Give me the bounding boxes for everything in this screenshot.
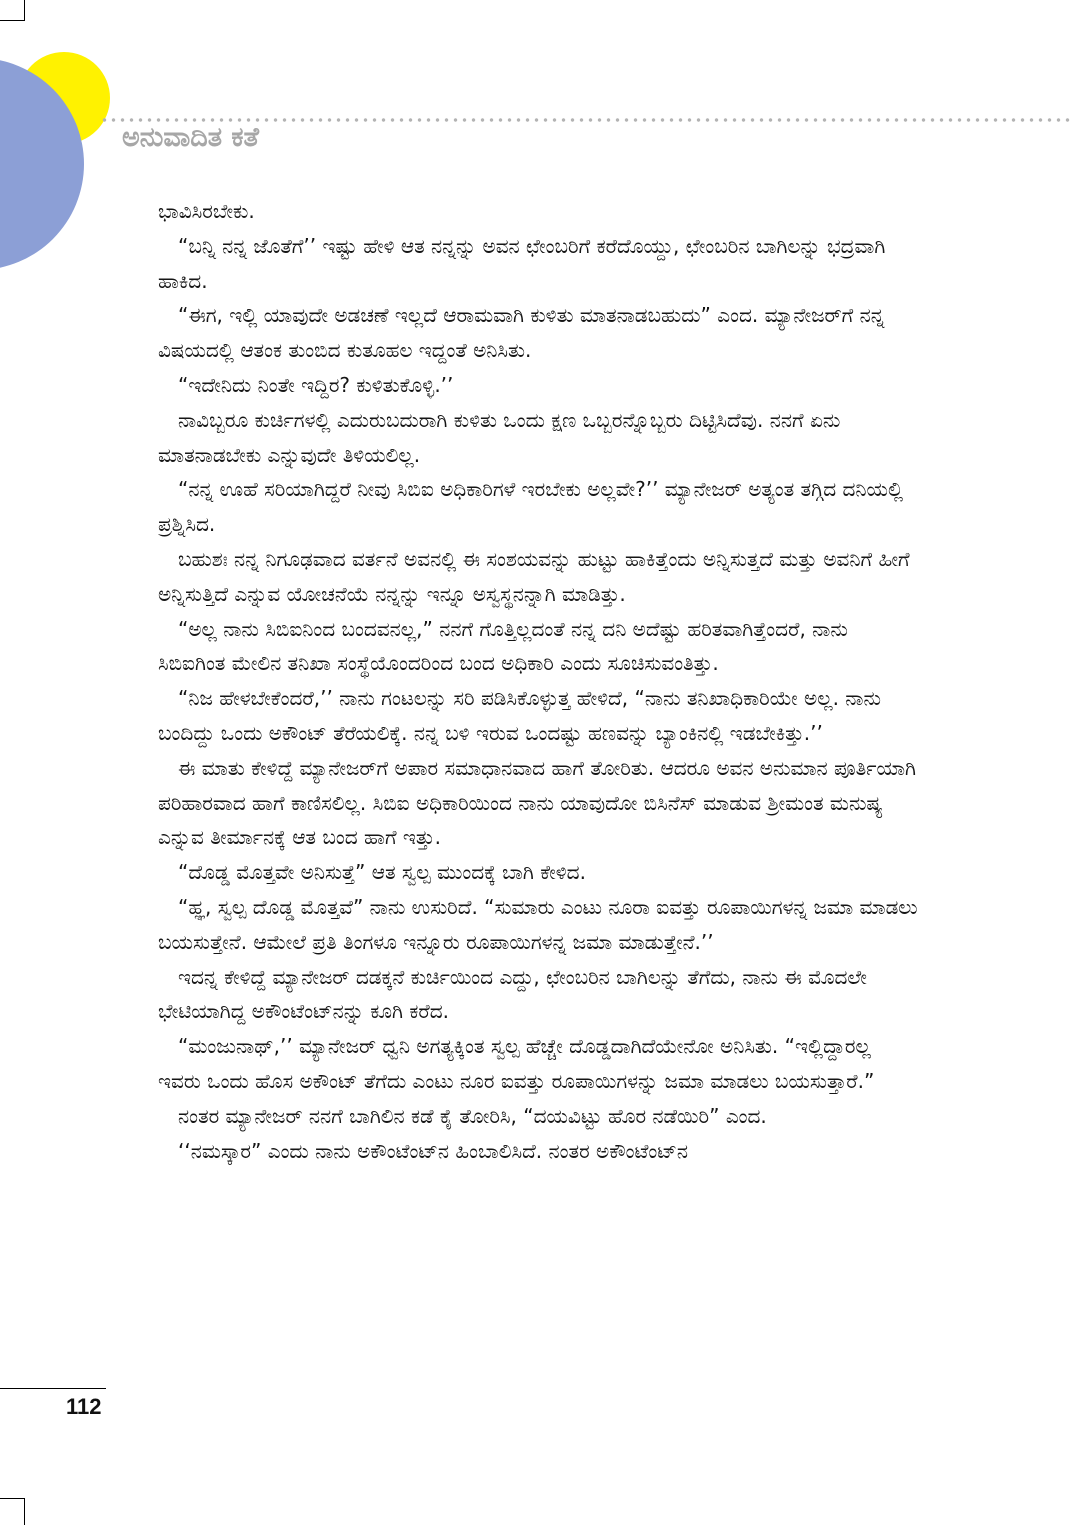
paragraph: “ಬನ್ನಿ ನನ್ನ ಜೊತೆಗೆ’’ ಇಷ್ಟು ಹೇಳಿ ಆತ ನನ್ನನ್ನು ಅವನ ಛೇಂಬರಿಗೆ ಕರೆದೊಯ್ದು, ಛೇಂಬರಿನ ಬಾಗಿಲನ್ನು ಭದ್ರವಾಗಿ ಹಾಕಿದ. xyxy=(158,233,886,293)
section-title: ಅನುವಾದಿತ ಕತೆ xyxy=(122,122,259,153)
paragraph: “ಮಂಜುನಾಥ್,’’ ಮ್ಯಾನೇಜರ್ ಧ್ವನಿ ಅಗತ್ಯಕ್ಕಿಂತ ಸ್ವಲ್ಪ ಹೆಚ್ಚೇ ದೊಡ್ಡದಾಗಿದೆಯೇನೋ ಅನಿಸಿತು. “ಇಲ್ಲಿದ್ದಾರಲ್ಲ ಇವರು ಒಂದು ಹೊಸ ಅಕೌಂಟ್ ತೆಗೆದು ಎಂಟು ನೂರ ಐವತ್ತು ರೂಪಾಯಿಗಳನ್ನು ಜಮಾ ಮಾಡಲು ಬಯಸುತ್ತಾರೆ.” xyxy=(158,1034,875,1093)
paragraph: ‘‘ನಮಸ್ಕಾರ” ಎಂದು ನಾನು ಅಕೌಂಟೆಂಟ್‌ನ ಹಿಂಬಾಲಿಸಿದೆ. ನಂತರ ಅಕೌಂಟೆಂಟ್‌ನ xyxy=(178,1138,688,1163)
paragraph: “ನಿಜ ಹೇಳಬೇಕೆಂದರೆ,’’ ನಾನು ಗಂಟಲನ್ನು ಸರಿ ಪಡಿಸಿಕೊಳ್ಳುತ್ತ ಹೇಳಿದೆ, “ನಾನು ತನಿಖಾಧಿಕಾರಿಯೇ ಅಲ್ಲ. ನಾನು ಬಂದಿದ್ದು ಒಂದು ಅಕೌಂಟ್ ತೆರೆಯಲಿಕ್ಕೆ. ನನ್ನ ಬಳಿ ಇರುವ ಒಂದಷ್ಟು ಹಣವನ್ನು ಬ್ಯಾಂಕಿನಲ್ಲಿ ಇಡಬೇಕಿತ್ತು.’’ xyxy=(158,686,881,745)
paragraph: ಈ ಮಾತು ಕೇಳಿದ್ದೆ ಮ್ಯಾನೇಜರ್‌ಗೆ ಅಪಾರ ಸಮಾಧಾನವಾದ ಹಾಗೆ ತೋರಿತು. ಆದರೂ ಅವನ ಅನುಮಾನ ಪೂರ್ತಿಯಾಗಿ ಪರಿಹಾರವಾದ ಹಾಗೆ ಕಾಣಿಸಲಿಲ್ಲ. ಸಿಬಿಐ ಅಧಿಕಾರಿಯಿಂದ ನಾನು ಯಾವುದೋ ಬಿಸಿನೆಸ್ ಮಾಡುವ ಶ್ರೀಮಂತ ಮನುಷ್ಯ ಎನ್ನುವ ತೀರ್ಮಾನಕ್ಕೆ ಆತ ಬಂದ ಹಾಗೆ ಇತ್ತು. xyxy=(158,755,916,850)
paragraph: “ದೊಡ್ಡ ಮೊತ್ತವೇ ಅನಿಸುತ್ತೆ” ಆತ ಸ್ವಲ್ಪ ಮುಂದಕ್ಕೆ ಬಾಗಿ ಕೇಳಿದ. xyxy=(178,860,586,885)
paragraph: “ಅಲ್ಲ ನಾನು ಸಿಬಿಐನಿಂದ ಬಂದವನಲ್ಲ,” ನನಗೆ ಗೊತ್ತಿಲ್ಲದಂತೆ ನನ್ನ ದನಿ ಅದೆಷ್ಟು ಹರಿತವಾಗಿತ್ತೆಂದರೆ, ನಾನು ಸಿಬಿಐಗಿಂತ ಮೇಲಿನ ತನಿಖಾ ಸಂಸ್ಥೆಯೊಂದರಿಂದ ಬಂದ ಅಧಿಕಾರಿ ಎಂದು ಸೂಚಿಸುವಂತಿತ್ತು. xyxy=(158,616,848,676)
story-text xyxy=(158,194,918,1168)
paragraph: “ಈಗ, ಇಲ್ಲಿ ಯಾವುದೇ ಅಡಚಣೆ ಇಲ್ಲದೆ ಆರಾಮವಾಗಿ ಕುಳಿತು ಮಾತನಾಡಬಹುದು” ಎಂದ. ಮ್ಯಾನೇಜರ್‌ಗೆ ನನ್ನ ವಿಷಯದಲ್ಲಿ ಆತಂಕ ತುಂಬಿದ ಕುತೂಹಲ ಇದ್ದಂತೆ ಅನಿಸಿತು. xyxy=(158,303,885,363)
page-number: 112 xyxy=(66,1394,102,1419)
paragraph: ನಾವಿಬ್ಬರೂ ಕುರ್ಚಿಗಳಲ್ಲಿ ಎದುರುಬದುರಾಗಿ ಕುಳಿತು ಒಂದು ಕ್ಷಣ ಒಬ್ಬರನ್ನೊಬ್ಬರು ದಿಟ್ಟಿಸಿದೆವು. ನನಗೆ ಏನು ಮಾತನಾಡಬೇಕು ಎನ್ನುವುದೇ ತಿಳಿಯಲಿಲ್ಲ. xyxy=(158,407,841,467)
paragraph: ನಂತರ ಮ್ಯಾನೇಜರ್ ನನಗೆ ಬಾಗಿಲಿನ ಕಡೆ ಕೈ ತೋರಿಸಿ, “ದಯವಿಟ್ಟು ಹೊರ ನಡೆಯಿರಿ” ಎಂದ. xyxy=(178,1103,767,1128)
paragraph: ಬಹುಶಃ ನನ್ನ ನಿಗೂಢವಾದ ವರ್ತನೆ ಅವನಲ್ಲಿ ಈ ಸಂಶಯವನ್ನು ಹುಟ್ಟು ಹಾಕಿತ್ತೆಂದು ಅನ್ನಿಸುತ್ತದೆ ಮತ್ತು ಅವನಿಗೆ ಹೀಗೆ ಅನ್ನಿಸುತ್ತಿದೆ ಎನ್ನುವ ಯೋಚನೆಯೆ ನನ್ನನ್ನು ಇನ್ನೂ ಅಸ್ವಸ್ಥನನ್ನಾಗಿ ಮಾಡಿತ್ತು. xyxy=(158,546,910,606)
paragraph: “ಹ್ಞ, ಸ್ವಲ್ಪ ದೊಡ್ಡ ಮೊತ್ತವೆ” ನಾನು ಉಸುರಿದೆ. “ಸುಮಾರು ಎಂಟು ನೂರಾ ಐವತ್ತು ರೂಪಾಯಿಗಳನ್ನ ಜಮಾ ಮಾಡಲು ಬಯಸುತ್ತೇನೆ. ಆಮೇಲೆ ಪ್ರತಿ ತಿಂಗಳೂ ಇನ್ನೂರು ರೂಪಾಯಿಗಳನ್ನ ಜಮಾ ಮಾಡುತ್ತೇನೆ.’’ xyxy=(158,894,918,954)
crop-mark-bottom-vertical xyxy=(24,1498,25,1525)
crop-mark-bottom-horizontal xyxy=(0,1498,25,1499)
paragraph: ಭಾವಿಸಿರಬೇಕು. xyxy=(158,199,255,223)
crop-mark-top-horizontal xyxy=(0,20,25,21)
paragraph: “ನನ್ನ ಊಹೆ ಸರಿಯಾಗಿದ್ದರೆ ನೀವು ಸಿಬಿಐ ಅಧಿಕಾರಿಗಳೆ ಇರಬೇಕು ಅಲ್ಲವೇ?’’ ಮ್ಯಾನೇಜರ್ ಅತ್ಯಂತ ತಗ್ಗಿದ ದನಿಯಲ್ಲಿ ಪ್ರಶ್ನಿಸಿದ. xyxy=(158,477,904,537)
paragraph: “ಇದೇನಿದು ನಿಂತೇ ಇದ್ದಿರ? ಕುಳಿತುಕೊಳ್ಳಿ.’’ xyxy=(178,372,454,397)
crop-mark-top-vertical xyxy=(24,0,25,20)
footer-rule xyxy=(0,1388,106,1389)
paragraph: ಇದನ್ನ ಕೇಳಿದ್ದೆ ಮ್ಯಾನೇಜರ್ ದಡಕ್ಕನೆ ಕುರ್ಚಿಯಿಂದ ಎದ್ದು, ಛೇಂಬರಿನ ಬಾಗಿಲನ್ನು ತೆಗೆದು, ನಾನು ಈ ಮೊದಲೇ ಭೇಟಿಯಾಗಿದ್ದ ಅಕೌಂಟೆಂಟ್‌ನನ್ನು ಕೂಗಿ ಕರೆದ. xyxy=(158,964,867,1024)
